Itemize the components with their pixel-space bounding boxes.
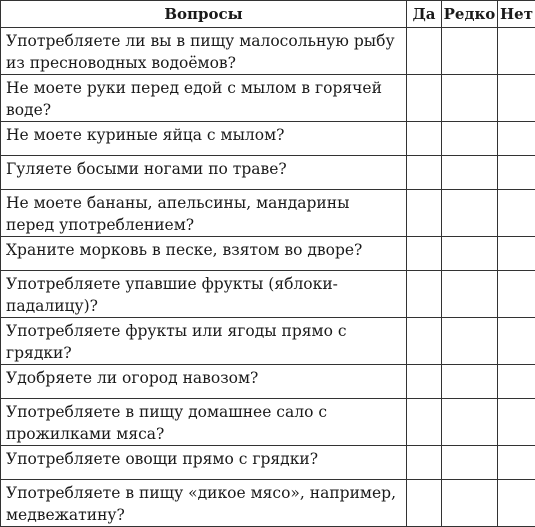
answer-cell-rarely[interactable] xyxy=(442,365,498,399)
answer-cell-no[interactable] xyxy=(498,480,535,527)
question-cell: Гуляете босыми ногами по траве? xyxy=(1,156,407,190)
table-row xyxy=(1,156,535,190)
table-row xyxy=(1,75,535,122)
answer-cell-no[interactable] xyxy=(498,75,535,122)
answer-cell-rarely[interactable] xyxy=(442,190,498,237)
table-row xyxy=(1,122,535,156)
answer-cell-yes[interactable] xyxy=(407,446,442,480)
question-cell: Употребляете фрукты или ягоды прямо с грядки? xyxy=(1,318,407,365)
question-cell: Не моете бананы, апельсины, мандарины перед употреблением? xyxy=(1,190,407,237)
answer-cell-rarely[interactable] xyxy=(442,237,498,271)
answer-cell-no[interactable] xyxy=(498,237,535,271)
answer-cell-rarely[interactable] xyxy=(442,399,498,446)
table-row xyxy=(1,271,535,318)
answer-cell-no[interactable] xyxy=(498,190,535,237)
answer-cell-rarely[interactable] xyxy=(442,446,498,480)
table-row xyxy=(1,446,535,480)
answer-cell-rarely[interactable] xyxy=(442,75,498,122)
table-row xyxy=(1,28,535,75)
answer-cell-no[interactable] xyxy=(498,156,535,190)
question-cell: Употребляете упавшие фрукты (яблоки-падалицу)? xyxy=(1,271,407,318)
answer-cell-no[interactable] xyxy=(498,122,535,156)
question-cell: Удобряете ли огород навозом? xyxy=(1,365,407,399)
table-row xyxy=(1,365,535,399)
answer-cell-rarely[interactable] xyxy=(442,156,498,190)
question-cell: Храните морковь в песке, взятом во дворе? xyxy=(1,237,407,271)
header-yes: Да xyxy=(407,1,442,28)
table-row xyxy=(1,399,535,446)
table-row xyxy=(1,480,535,527)
answer-cell-yes[interactable] xyxy=(407,399,442,446)
table-row xyxy=(1,190,535,237)
answer-cell-no[interactable] xyxy=(498,271,535,318)
header-row xyxy=(1,1,535,28)
answer-cell-yes[interactable] xyxy=(407,365,442,399)
header-no: Нет xyxy=(498,1,535,28)
answer-cell-no[interactable] xyxy=(498,446,535,480)
answer-cell-yes[interactable] xyxy=(407,122,442,156)
question-cell: Не моете руки перед едой с мылом в горячей воде? xyxy=(1,75,407,122)
answer-cell-yes[interactable] xyxy=(407,28,442,75)
question-cell: Употребляете овощи прямо с грядки? xyxy=(1,446,407,480)
answer-cell-yes[interactable] xyxy=(407,156,442,190)
table-row xyxy=(1,318,535,365)
answer-cell-rarely[interactable] xyxy=(442,271,498,318)
answer-cell-no[interactable] xyxy=(498,28,535,75)
header-questions: Вопросы xyxy=(1,1,407,28)
answer-cell-rarely[interactable] xyxy=(442,318,498,365)
answer-cell-rarely[interactable] xyxy=(442,480,498,527)
question-cell: Употребляете ли вы в пищу малосольную рыбу из пресноводных водоёмов? xyxy=(1,28,407,75)
answer-cell-no[interactable] xyxy=(498,399,535,446)
question-cell: Употребляете в пищу «дикое мясо», например, медвежатину? xyxy=(1,480,407,527)
answer-cell-yes[interactable] xyxy=(407,237,442,271)
answer-cell-yes[interactable] xyxy=(407,75,442,122)
question-cell: Употребляете в пищу домашнее сало с прожилками мяса? xyxy=(1,399,407,446)
table-row xyxy=(1,237,535,271)
answer-cell-rarely[interactable] xyxy=(442,28,498,75)
answer-cell-rarely[interactable] xyxy=(442,122,498,156)
header-rarely: Редко xyxy=(442,1,498,28)
answer-cell-yes[interactable] xyxy=(407,318,442,365)
answer-cell-no[interactable] xyxy=(498,365,535,399)
answer-cell-yes[interactable] xyxy=(407,190,442,237)
answer-cell-yes[interactable] xyxy=(407,271,442,318)
answer-cell-no[interactable] xyxy=(498,318,535,365)
answer-cell-yes[interactable] xyxy=(407,480,442,527)
question-cell: Не моете куриные яйца с мылом? xyxy=(1,122,407,156)
